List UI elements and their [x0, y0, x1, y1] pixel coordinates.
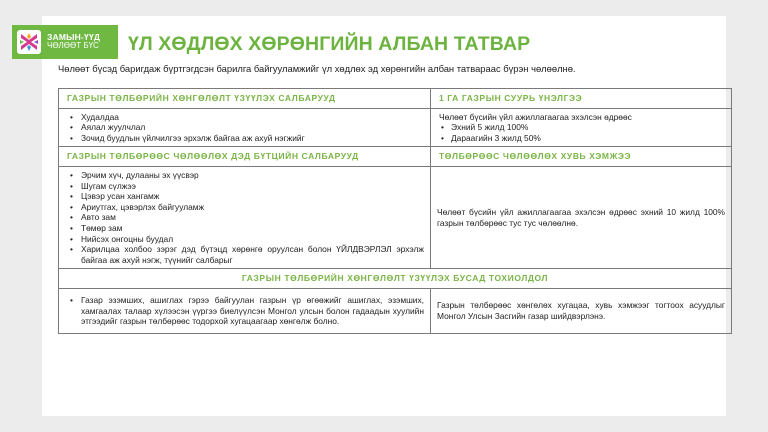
list-item: • Ариутгах, цэвэрлэх байгууламж — [65, 202, 424, 213]
header-cell-other-cases: ГАЗРЫН ТӨЛБӨРИЙН ХӨНГӨЛӨЛТ ҮЗҮҮЛЭХ БУСАД ТОХИОЛДОЛ — [59, 269, 732, 289]
table-row — [59, 269, 732, 289]
list-item: • Худалдаа — [65, 112, 424, 123]
list-item: • Харилцаа холбоо зэрэг дэд бүтэцд хөрөнгө оруулсан болон ҮЙЛДВЭРЛЭЛ эрхэлж байгаа аж ахуй нэгж, түүнийг салбарыг — [65, 244, 424, 265]
list-item: • Эхний 5 жилд 100% — [437, 122, 725, 133]
valuation-intro: Чөлөөт бүсийн үйл ажиллагаагаа эхэлсэн өдрөөс — [439, 111, 632, 122]
list-item: • Газар эзэмших, ашиглах гэрээ байгуулан газрын үр өгөөжийг ашиглах, эзэмших, хамгаалах талаар хүлээсэн үүргээ биелүүлсэн Монгол улсын болон гадаадын хуулийн этгээдийг газрын төлбөрөөс тодорхой хугацаагаар хөнгөлж болно. — [65, 295, 424, 327]
tax-table — [58, 88, 732, 334]
header-cell-base-valuation: 1 ГА ГАЗРЫН СУУРЬ ҮНЭЛГЭЭ — [431, 89, 732, 109]
logo — [12, 25, 118, 59]
list-item: • Зочид буудлын үйлчилгээ эрхэлж байгаа аж ахуй нэгжийг — [65, 133, 424, 144]
logo-line-1: ЗАМЫН-ҮҮД — [47, 32, 101, 43]
list-item: • Авто зам — [65, 212, 424, 223]
list-item: • Эрчим хүч, дулааны эх үүсвэр — [65, 170, 424, 181]
table-row — [59, 147, 732, 167]
cell-other-cases — [59, 288, 431, 333]
cell-discount-sectors — [59, 108, 431, 147]
cell-exemption-rate: Чөлөөт бүсийн үйл ажиллагаагаа эхэлсэн өдрөөс эхний 10 жилд 100% газрын төлбөрөөс тус тус чөлөөлнө. — [431, 166, 732, 268]
cell-base-valuation — [431, 108, 732, 147]
table-row — [59, 166, 732, 268]
table-row — [59, 108, 732, 147]
logo-line-2: ЧӨЛӨӨТ БҮС — [47, 41, 99, 51]
cell-other-cases-authority: Газрын төлбөрөөс хөнгөлөх хугацаа, хувь хэмжээг тогтоох асуудлыг Монгол Улсын Засгийн газар шийдвэрлэнэ. — [431, 288, 732, 333]
table-row — [59, 89, 732, 109]
page-title: ҮЛ ХӨДЛӨХ ХӨРӨНГИЙН АЛБАН ТАТВАР — [128, 33, 531, 55]
list-item: • Нийсэх онгоцны буудал — [65, 234, 424, 245]
list-item: • Шугам сүлжээ — [65, 181, 424, 192]
header-cell-exemption-rate: ТӨЛБӨРӨӨС ЧӨЛӨӨЛӨХ ХУВЬ ХЭМЖЭЭ — [431, 147, 732, 167]
page-subtitle: Чөлөөт бүсэд баригдаж бүртгэгдсэн барилга байгууламжийг үл хөдлөх эд хөрөнгийн албан татвараас бүрэн чөлөөлнө. — [58, 63, 576, 74]
cell-infrastructure-sectors — [59, 166, 431, 268]
zamyn-uud-logo-icon — [16, 29, 42, 55]
header-cell-infrastructure: ГАЗРЫН ТӨЛБӨРӨӨС ЧӨЛӨӨЛӨХ ДЭД БҮТЦИЙН САЛБАРУУД — [59, 147, 431, 167]
list-item: • Төмөр зам — [65, 223, 424, 234]
header-cell-discount-sectors: ГАЗРЫН ТӨЛБӨРИЙН ХӨНГӨЛӨЛТ ҮЗҮҮЛЭХ САЛБАРУУД — [59, 89, 431, 109]
list-item: • Аялал жуулчлал — [65, 122, 424, 133]
table-row — [59, 288, 732, 333]
list-item: • Цэвэр усан хангамж — [65, 191, 424, 202]
list-item: • Дараагийн 3 жилд 50% — [437, 133, 725, 144]
